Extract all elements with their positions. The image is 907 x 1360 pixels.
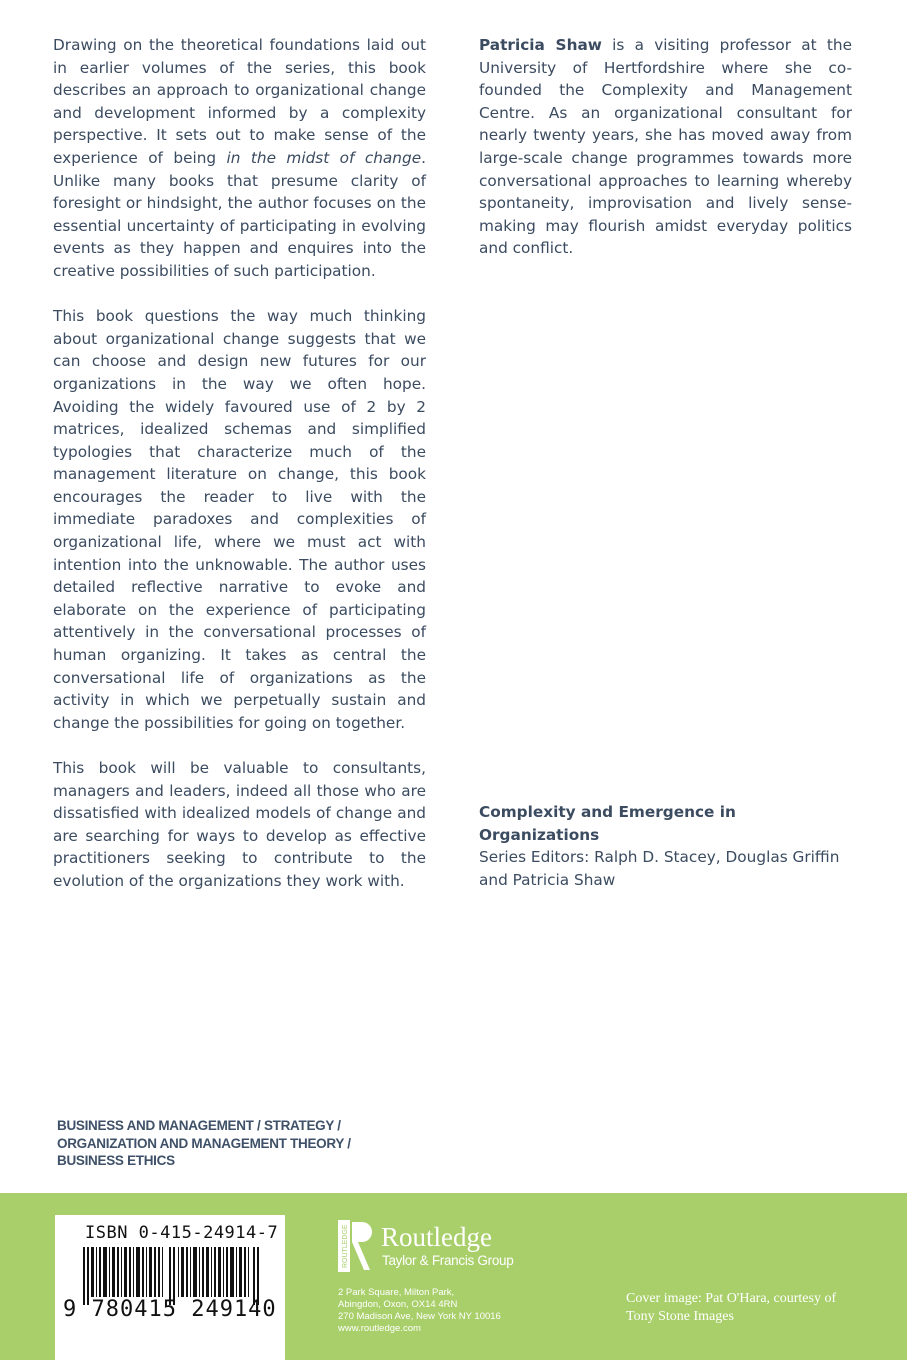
cover-credit-line-1: Cover image: Pat O'Hara, courtesy of [626,1291,837,1306]
svg-text:ROUTLEDGE: ROUTLEDGE [342,1224,349,1268]
blurb-p1-end: . Unlike many books that presume clarity of foresight or hindsight, the author focuses on the essential uncertainty of participating in evolving events as they happen and enquires into the creative possibilities of such participation. [53,148,426,280]
category-line-2: ORGANIZATION AND MANAGEMENT THEORY / [57,1135,351,1151]
blurb-column [53,34,426,915]
series-editors-line-2: and Patricia Shaw [479,870,616,889]
series-editors-line-1: Series Editors: Ralph D. Stacey, Douglas Griffin [479,848,840,867]
cover-image-credit [626,1290,866,1325]
isbn-label: ISBN 0-415-24914-7 [85,1223,279,1243]
author-bio-paragraph [479,34,852,260]
publisher-group: Taylor & Francis Group [382,1253,514,1268]
address-line-3: 270 Madison Ave, New York NY 10016 [338,1311,501,1322]
subject-categories [57,1117,457,1170]
author-bio [479,34,852,260]
routledge-logo-icon [338,1220,374,1272]
barcode-panel [55,1215,285,1360]
publisher-website: www.routledge.com [338,1323,421,1334]
category-line-3: BUSINESS ETHICS [57,1153,175,1168]
blurb-paragraph-1 [53,34,426,283]
series-info [479,801,859,891]
category-line-1: BUSINESS AND MANAGEMENT / STRATEGY / [57,1118,341,1133]
blurb-p1-start: Drawing on the theoretical foundations laid out in earlier volumes of the series, this book describes an approach to organizational change and development informed by a complexity perspective. It sets out to make sense of the experience of being [53,36,426,167]
publisher-name: Routledge [381,1222,492,1252]
blurb-paragraph-2: This book questions the way much thinking about organizational change suggests that we can choose and design new futures for our organizations in the way we often hope. Avoiding the widely favoured use of 2 by 2 matrices, idealized schemas and simplified typologies that characterize much of the management literature on change, this book encourages the reader to live with the immediate paradoxes and complexities of organizational life, where we must act with intention into the unknowable. The author uses detailed reflective narrative to evoke and elaborate on the experience of participating attentively in the conversational processes of human organizing. It takes as central the conversational life of organizations as the activity in which we perpetually sustain and change the possibilities for going on together. [53,307,426,732]
barcode-digits: 9 780415 249140 [63,1297,277,1322]
address-line-2: Abingdon, Oxon, OX14 4RN [338,1299,458,1310]
author-bio-text: is a visiting professor at the University of Hertfordshire where she co-founded the Complexity and Management Centre. As an organizational consultant for nearly twenty years, she has moved away from large-scale change programmes towards more conversational approaches to learning whereby spontaneity, improvisation and lively sense-making may flourish amidst everyday politics and conflict. [479,36,852,258]
blurb-p1-emphasis: in the midst of change [226,148,422,167]
series-title: Complexity and Emergence in Organizations [479,803,736,844]
publisher-address [338,1287,501,1335]
author-name: Patricia Shaw [479,36,602,54]
address-line-1: 2 Park Square, Milton Park, [338,1287,455,1298]
blurb-paragraph-3: This book will be valuable to consultants, managers and leaders, indeed all those who are dissatisfied with idealized models of change and are searching for ways to develop as effective practitioners seeking to contribute to the evolution of the organizations they work with. [53,759,426,890]
cover-credit-line-2: Tony Stone Images [626,1308,734,1324]
